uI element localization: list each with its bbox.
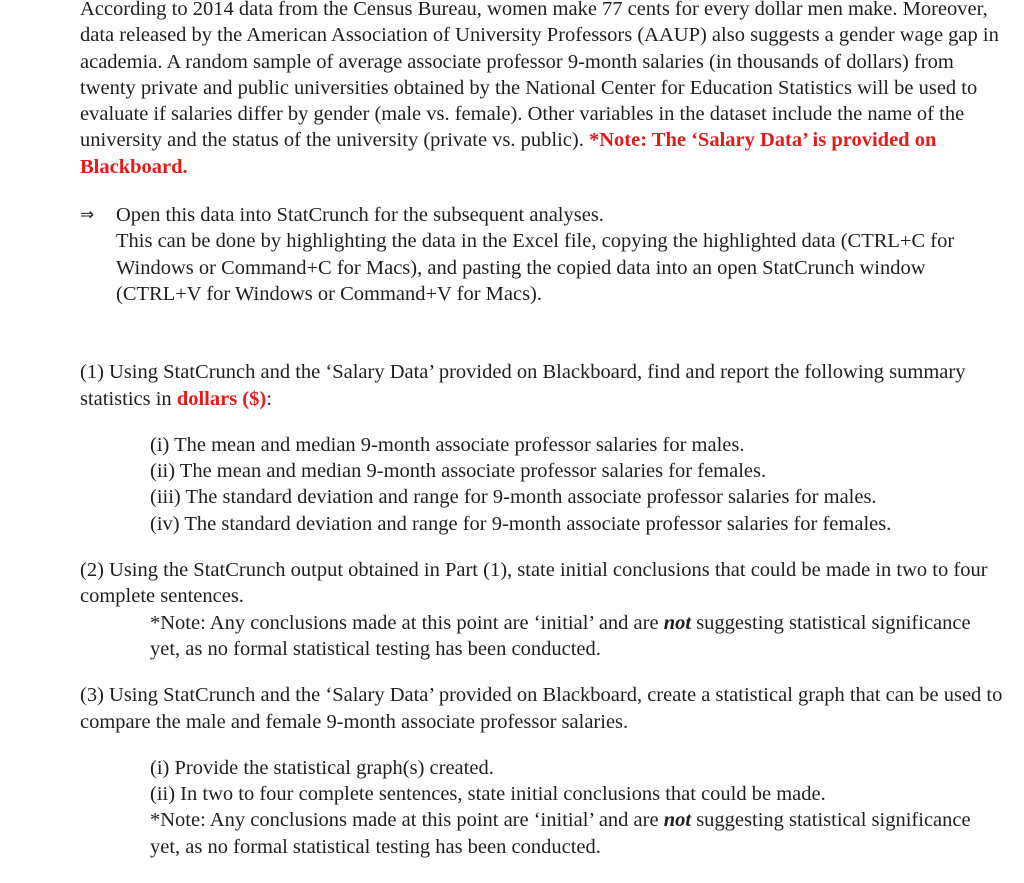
question-3: (3) Using StatCrunch and the ‘Salary Data’ provided on Blackboard, create a statistical graph that can be used to compare the male and female 9-month associate professor salaries. xyxy=(80,684,1003,733)
question-3-note-emph: not xyxy=(663,809,692,832)
question-1-items xyxy=(150,432,1005,537)
intro-note: *Note: The ‘Salary Data’ is provided on Blackboard. xyxy=(80,129,937,178)
instruction-bullet xyxy=(80,202,1005,307)
intro-paragraph xyxy=(80,0,1005,180)
question-2-note xyxy=(150,610,1005,663)
question-3-note xyxy=(150,807,1005,860)
question-2-note-emph: not xyxy=(663,611,692,634)
question-1-highlight: dollars ($) xyxy=(176,387,267,410)
question-1-text: (1) Using StatCrunch and the ‘Salary Data’ provided on Blackboard, find and report the following summary statistics in xyxy=(80,361,966,410)
question-2: (2) Using the StatCrunch output obtained in Part (1), state initial conclusions that could be made in two to four complete sentences. xyxy=(80,559,988,608)
bullet-line-2: This can be done by highlighting the data in the Excel file, copying the highlighted data (CTRL+C for Windows or Command+C for Macs), and pasting the copied data into an open StatCrunch window (CTRL+V for Windows or Command+V for Macs). xyxy=(116,230,955,305)
document-body xyxy=(80,0,1005,860)
question-1-item: (ii) The mean and median 9-month associate professor salaries for females. xyxy=(150,460,767,483)
question-3-note-before: *Note: Any conclusions made at this point are ‘initial’ and are xyxy=(150,809,664,832)
arrow-right-icon: ⇒ xyxy=(80,205,95,226)
question-1-item: (iv) The standard deviation and range for 9-month associate professor salaries for females. xyxy=(150,512,892,535)
question-3-note-after: suggesting statistical significance yet, as no formal statistical testing has been conducted. xyxy=(150,809,971,858)
question-1-after: : xyxy=(266,387,272,410)
question-1-item: (iii) The standard deviation and range for 9-month associate professor salaries for males. xyxy=(150,486,877,509)
bullet-line-1: Open this data into StatCrunch for the subsequent analyses. xyxy=(116,204,604,227)
question-1-item: (i) The mean and median 9-month associate professor salaries for males. xyxy=(150,433,745,456)
intro-text: According to 2014 data from the Census Bureau, women make 77 cents for every dollar men make. Moreover, data released by the American Association of University Professors (AAUP) also suggests a gender wage gap in academia. A random sample of average associate professor 9-month salaries (in thousands of dollars) from twenty private and public universities obtained by the National Center for Education Statistics will be used to evaluate if salaries differ by gender (male vs. female). Other variables in the dataset include the name of the university and the status of the university (private vs. public). xyxy=(80,0,999,152)
question-2-block xyxy=(80,557,1005,662)
question-3-items xyxy=(150,755,1005,860)
question-3-item: (i) Provide the statistical graph(s) created. xyxy=(150,756,494,779)
question-1 xyxy=(80,359,1005,412)
question-2-note-after: suggesting statistical significance yet, as no formal statistical testing has been conducted. xyxy=(150,611,971,660)
question-2-note-before: *Note: Any conclusions made at this point are ‘initial’ and are xyxy=(150,611,664,634)
question-3-item: (ii) In two to four complete sentences, state initial conclusions that could be made. xyxy=(150,783,826,806)
